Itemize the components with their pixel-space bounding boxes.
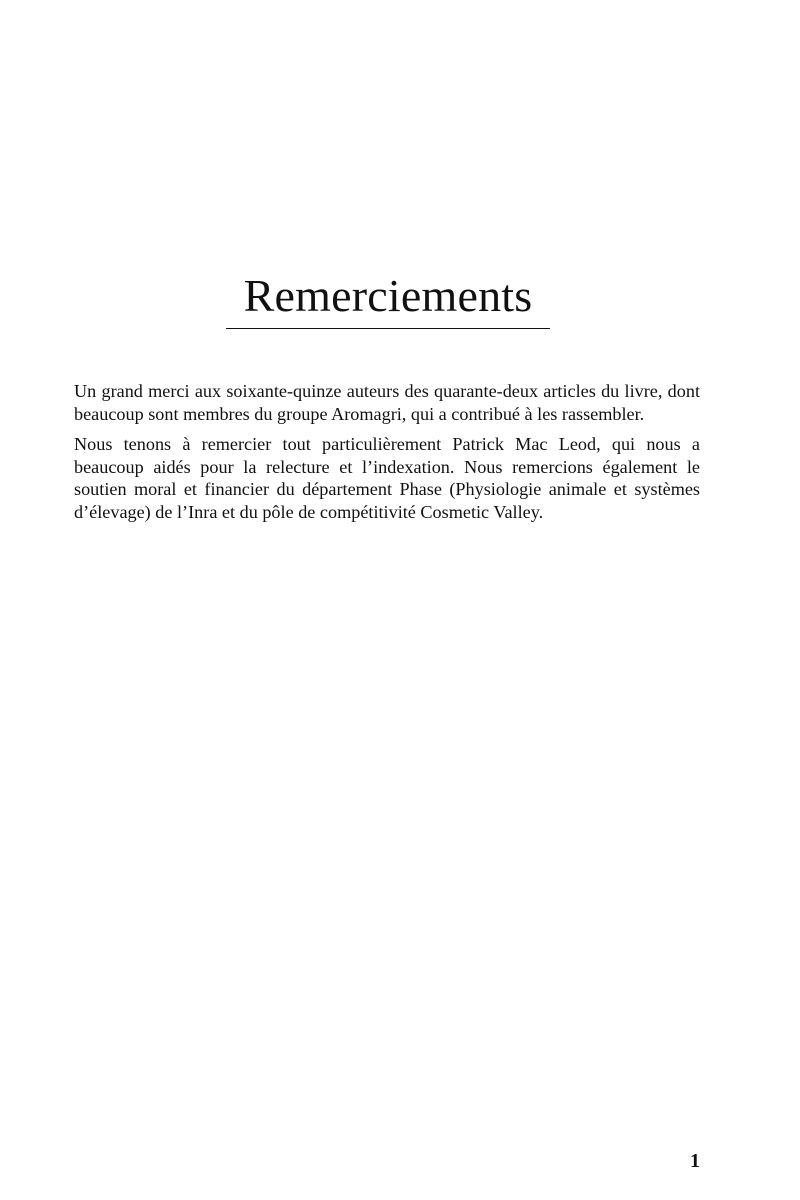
page-title: Remerciements: [243, 270, 533, 321]
body-text: [74, 380, 700, 532]
title-block: [226, 268, 550, 329]
page-number: 1: [690, 1150, 700, 1172]
paragraph-2: Nous tenons à remercier tout particulièrement Patrick Mac Leod, qui nous a beaucoup aidés pour la relecture et l’indexation. Nous remercions également le soutien moral et financier du département Phase (Physiologie animale et systèmes d’élevage) de l’Inra et du pôle de compétitivité Cosmetic Valley.: [74, 434, 700, 522]
title-underline: [226, 328, 550, 329]
paragraph-1: Un grand merci aux soixante-quinze auteurs des quarante-deux articles du livre, dont beaucoup sont membres du groupe Aromagri, qui a contribué à les rassembler.: [74, 381, 700, 424]
